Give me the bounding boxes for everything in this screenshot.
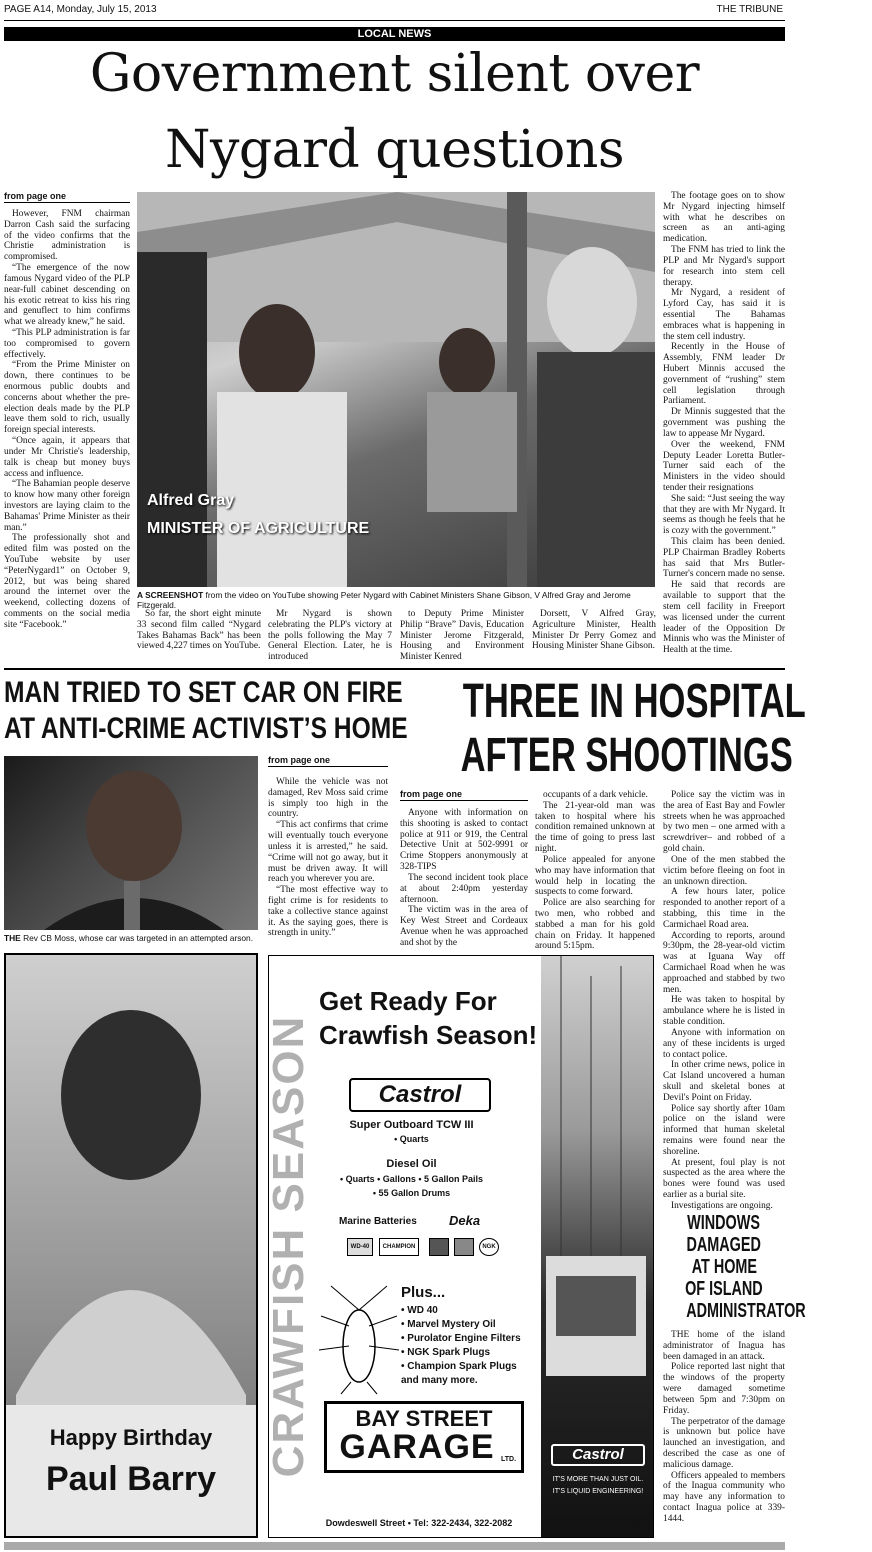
deka-logo: Deka [449,1213,481,1228]
photo-label-title: MINISTER OF AGRICULTURE [147,520,370,537]
paragraph: Anyone with information on any of these incidents is urged to contact police. [663,1027,785,1060]
castrol-logo [349,1078,491,1112]
lead-kicker: from page one [4,191,130,203]
ad-plus-item: • Marvel Mystery Oil [401,1319,496,1330]
footer-bar [4,1542,785,1550]
shootings-column-1 [400,808,528,950]
paragraph: THE home of the island administrator of Inagua has been damaged in an attack. [663,1330,785,1362]
car-headline-line1-box [4,676,403,712]
lead-below-col1: So far, the short eight minute 33 second film called “Nygard Takes Bahamas Back” has been viewed 4,227 times on YouTube. [137,609,261,652]
lead-below-col3: to Deputy Prime Minister Philip “Brave” Davis, Education Minister Jerome Fitzgerald, Housing and Environment Minister Kenred [400,609,524,663]
castrol-logo-small [551,1444,645,1466]
garage-name-line1: BAY STREET [355,1406,493,1431]
crawfish-illustration [311,1286,406,1396]
ngk-logo: NGK [479,1238,499,1256]
castrol-logo-small-text: Castrol [572,1446,624,1463]
rev-moss-photo [4,756,258,930]
paragraph: The footage goes on to show Mr Nygard injecting himself with what he describes on screen as an anti-aging medication. [663,191,785,245]
paragraph: Police are also searching for two men, who robbed and stabbed a man for his gold chain on Friday. It happened around 5:15pm. [535,898,655,952]
car-kicker: from page one [268,755,388,767]
paragraph: At present, foul play is not suspected as the area where the bones were found was used earlier as a burial site. [663,1157,785,1201]
ad-product2-sub2: • 55 Gallon Drums [372,1188,451,1198]
shootings-headline-line2-box [396,728,793,782]
ad-tagline2: IT'S LIQUID ENGINEERING! [552,1488,644,1495]
paragraph: While the vehicle was not damaged, Rev Moss said crime is simply too high in the country. [268,777,388,820]
paragraph: Mr Nygard, a resident of Lyford Cay, has said it is essential The Bahamas embraces what is happening in the stem cell industry. [663,288,785,342]
champion-logo: CHAMPION [379,1238,419,1256]
shootings-kicker: from page one [400,789,528,801]
marvel-oil-can [429,1238,449,1256]
ad-product1: Super Outboard TCW III [349,1119,474,1131]
lead-photo-caption [137,591,657,610]
lead-headline-line1: Government silent over [89,44,700,104]
car-photo-caption [4,934,264,944]
ad-plus-item: • NGK Spark Plugs [401,1347,491,1358]
ad-plus-item: • Champion Spark Plugs [401,1361,517,1372]
paragraph: Police appealed for anyone who may have information that would help in locating the suspects to come forward. [535,854,655,898]
paragraph: “From the Prime Minister on down, there continues to be enormous public doubts and concerns about whether the pre-election deals made by the PLP leave them sold to rich, usually foreign special interests. [4,360,130,436]
paragraph: The professionally shot and edited film was posted on the YouTube website by user “PeterNygard1” on October 9, 2012, but was being shared around the internet over the weekend, collecting dozens of comments on the social media site “Facebook.” [4,533,130,630]
ad-vertical-text: CRAWFISH SEASON [264,1014,313,1478]
paragraph: The second incident took place at about 2:40pm yesterday afternoon. [400,872,528,905]
lead-right-column [663,191,785,666]
masthead-name: THE TRIBUNE [716,4,783,15]
paragraph: Officers appealed to members of the Inagua community who may have any information to contact Inagua police at 339-1444. [663,1470,785,1524]
birthday-ad [4,953,258,1538]
lead-below-col4: Dorsett, V Alfred Gray, Agriculture Minister, Health Minister Dr Perry Gomez and Housing Minister Shane Gibson. [532,609,656,652]
car-headline-line1: MAN TRIED TO SET CAR ON FIRE [4,676,403,709]
birthday-line2: Paul Barry [45,1460,217,1498]
nygard-video-screenshot [137,192,655,587]
caption-rest: from the video on YouTube showing Peter Nygard with Cabinet Ministers Shane Gibson, V Alfred Gray and Jerome Fitzgerald. [137,590,631,610]
paragraph: Recently in the House of Assembly, FNM leader Dr Hubert Minnis accused the government of “rushing” stem cell legislation through Parliament. [663,342,785,407]
windows-headline-line: OF ISLAND [685,1278,763,1300]
caption-lead: A SCREENSHOT [137,590,204,600]
windows-headline-line: DAMAGED [686,1234,762,1256]
paragraph: The perpetrator of the damage is unknown but police have launched an investigation, and described the case as one of malicious damage. [663,1416,785,1470]
bay-street-garage-logo [324,1401,524,1473]
header-rule [4,20,785,21]
lead-headline-line2: Nygard questions [164,120,625,180]
paragraph: Police reported last night that the windows of the property were damaged sometime between 5pm and 7:30pm on Friday. [663,1362,785,1416]
paragraph: “The emergence of the now famous Nygard video of the PLP near-full cabinet descending on his exotic retreat to kiss his ring and genuflect to him confirms what we already knew,” he said. [4,263,130,328]
windows-headline-line: ADMINISTRATOR [686,1300,806,1322]
paragraph: “The most effective way to fight crime is for residents to take a collective stance against it. As the saying goes, there is strength in unity.” [268,885,388,939]
paragraph: This claim has been denied. PLP Chairman Bradley Roberts has said that Mrs Butler-Turner's concern made no sense. [663,537,785,580]
crawfish-season-ad [264,955,654,1538]
paragraph: “Once again, it appears that under Mr Christie's leadership, talk is cheap but money buys access and influence. [4,436,130,479]
shootings-column-3 [663,790,785,1211]
paragraph: “The Bahamian people deserve to know how many other foreign investors are laying claim to the Bahamas' Prime Minister as their man.” [4,479,130,533]
paragraph: However, FNM chairman Darron Cash said the surfacing of the video confirms that the Christie administration is compromised. [4,209,130,263]
paragraph: She said: “Just seeing the way that they are with Mr Nygard. It seems as though he feels that he is cozy with the government.” [663,493,785,537]
paragraph: A few hours later, police responded to another report of a stabbing, this time in the Carmichael Road area. [663,887,785,930]
paragraph: The 21-year-old man was taken to hospital where his condition remained unknown at the time of going to press last night. [535,800,655,855]
car-caption-lead: THE [4,933,21,943]
windows-headline-line: WINDOWS [687,1212,761,1234]
windows-body [663,1330,785,1540]
marina-masts [541,956,653,1436]
garage-ltd: LTD. [501,1456,517,1463]
paragraph: In other crime news, police in Cat Island uncovered a human skull and skeletal bones at Devil's Point on Friday. [663,1060,785,1103]
paragraph: According to reports, around 9:30pm, the 28-year-old victim was at Iguana Way off Carmichael Road when he was approached and stabbed by two men. [663,930,785,995]
paragraph: One of the men stabbed the victim before fleeing on foot in an unknown direction. [663,854,785,887]
section-bar: LOCAL NEWS [4,27,785,41]
windows-headline [663,1212,806,1322]
paragraph: Police say shortly after 10am police on the island were informed that human skeletal remains were found near the shoreline. [663,1103,785,1157]
story-divider [4,668,785,670]
paragraph: He said that records are available to support that the stem cell facility in Freeport was licensed under the current leader of the Opposition Dr Minnis who was the Minister of Health at the time. [663,580,785,656]
ad-product2: Diesel Oil [386,1158,437,1170]
shootings-column-2 [535,790,655,950]
rev-moss-portrait [4,756,258,930]
wd40-logo: WD-40 [347,1238,373,1256]
ad-tagline1: IT'S MORE THAN JUST OIL. [552,1476,644,1483]
ad-product2-sub1: • Quarts • Gallons • 5 Gallon Pails [340,1174,483,1184]
car-headline-line2-box [4,712,408,748]
paragraph: Over the weekend, FNM Deputy Leader Loretta Butler-Turner said each of the Ministers in the video should tender their resignations [663,439,785,493]
ad-plus: Plus... [401,1284,446,1301]
birthday-line1: Happy Birthday [49,1425,213,1450]
castrol-logo-text: Castrol [378,1081,462,1108]
paragraph: occupants of a dark vehicle. [543,790,648,800]
car-caption-rest: Rev CB Moss, whose car was targeted in an attempted arson. [20,933,254,943]
ad-plus-item: • WD 40 [401,1305,438,1316]
ad-plus-list [401,1304,521,1388]
paragraph: Police say the victim was in the area of East Bay and Fowler streets when he was approached by two men – one armed with a screwdriver– and robbed of a gold chain. [663,790,785,855]
ad-product1-sub: • Quarts [394,1134,429,1144]
paragraph: Anyone with information on this shooting is asked to contact police at 911 or 919, the Central Detective Unit at 502-9991 or Crime Stoppers anonymously at 328-TIPS [400,808,528,873]
purolator-filter [454,1238,474,1256]
paragraph: The FNM has tried to link the PLP and Mr Nygard's support for research into stem cell therapy. [663,245,785,288]
windows-headline-line: AT HOME [691,1256,757,1278]
shootings-headline-line2: AFTER SHOOTINGS [460,729,793,782]
car-body [268,777,388,939]
page-folio: PAGE A14, Monday, July 15, 2013 [4,4,157,15]
paragraph: Dr Minnis suggested that the government was pushing the law to appease Mr Nygard. [663,407,785,439]
paragraph: Investigations are ongoing. [671,1200,773,1211]
car-headline-line2: AT ANTI-CRIME ACTIVIST’S HOME [4,712,408,745]
lead-column-1 [4,209,130,659]
paragraph: “This act confirms that crime will eventually touch everyone unless it is arrested,” he said. “Crime will not go away, but it must be driven away. It will reach you wherever you are. [268,820,388,885]
lead-below-col2: Mr Nygard is shown celebrating the PLP's victory at the polls following the May 7 General Election. Later, he is introduced [268,609,392,663]
shootings-headline-line1: THREE IN HOSPITAL [462,675,806,728]
photo-label-name: Alfred Gray [147,492,235,509]
paragraph: The victim was in the area of Key West Street and Cordeaux Avenue when he was approached and shot by the [400,905,528,948]
paragraph: “This PLP administration is far too compromised to govern effectively. [4,327,130,360]
garage-name-line2: GARAGE [339,1428,495,1466]
ad-plus-item: and many more. [401,1375,478,1386]
ad-plus-item: • Purolator Engine Filters [401,1333,521,1344]
ad-title-line2: Crawfish Season! [319,1020,538,1050]
ad-address: Dowdeswell Street • Tel: 322-2434, 322-2082 [325,1518,513,1528]
ad-title-line1: Get Ready For [319,986,497,1016]
shootings-headline-line1-box [396,674,806,728]
ad-batteries: Marine Batteries [339,1216,417,1227]
paragraph: He was taken to hospital by ambulance where he is listed in stable condition. [663,995,785,1028]
